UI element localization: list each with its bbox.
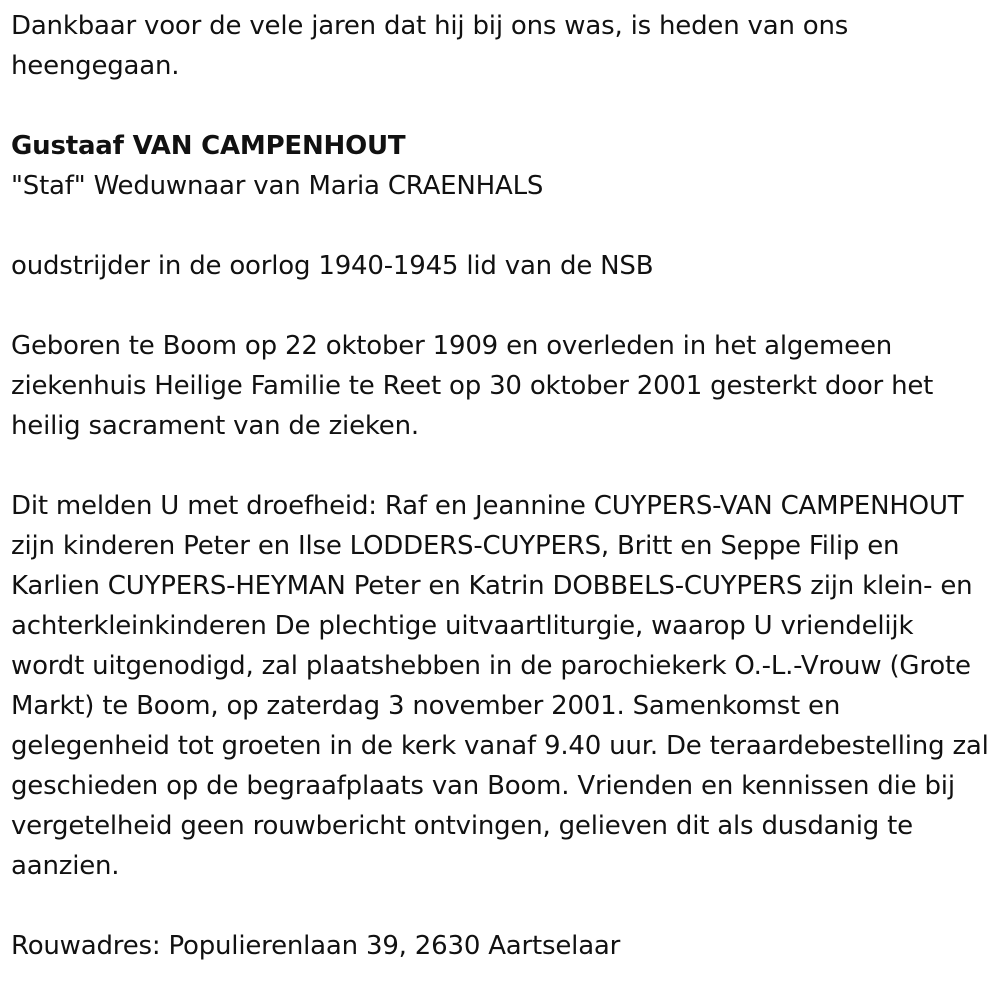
- nickname-line: "Staf" Weduwnaar van Maria CRAENHALS: [11, 171, 544, 201]
- deceased-name: Gustaaf VAN CAMPENHOUT: [11, 131, 406, 161]
- occupation-text: oudstrijder in de oorlog 1940-1945 lid van de NSB: [11, 251, 654, 281]
- intro-text: Dankbaar voor de vele jaren dat hij bij ons was, is heden van ons heengegaan.: [11, 11, 849, 81]
- spacer: [11, 886, 990, 926]
- spacer: [11, 286, 990, 326]
- address-text: Rouwadres: Populierenlaan 39, 2630 Aartselaar: [11, 931, 621, 961]
- birth-death-text: Geboren te Boom op 22 oktober 1909 en overleden in het algemeen ziekenhuis Heilige Familie te Reet op 30 oktober 2001 gesterkt door het heilig sacrament van de zieken.: [11, 331, 934, 441]
- spacer: [11, 206, 990, 246]
- announcement-text: Dit melden U met droefheid: Raf en Jeannine CUYPERS-VAN CAMPENHOUT zijn kinderen Peter en Ilse LODDERS-CUYPERS, Britt en Seppe Filip en Karlien CUYPERS-HEYMAN Peter en Katrin DOBBELS-CUYPERS zijn klein- en achterkleinkinderen De plechtige uitvaartliturgie, waarop U vriendelijk wordt uitgenodigd, zal plaatshebben in de parochiekerk O.-L.-Vrouw (Grote Markt) te Boom, op zaterdag 3 november 2001. Samenkomst en gelegenheid tot groeten in de kerk vanaf 9.40 uur. De teraardebestelling zal geschieden op de begraafplaats van Boom. Vrienden en kennissen die bij vergetelheid geen rouwbericht ontvingen, gelieven dit als dusdanig te aanzien.: [11, 491, 989, 881]
- spacer: [11, 86, 990, 126]
- spacer: [11, 446, 990, 486]
